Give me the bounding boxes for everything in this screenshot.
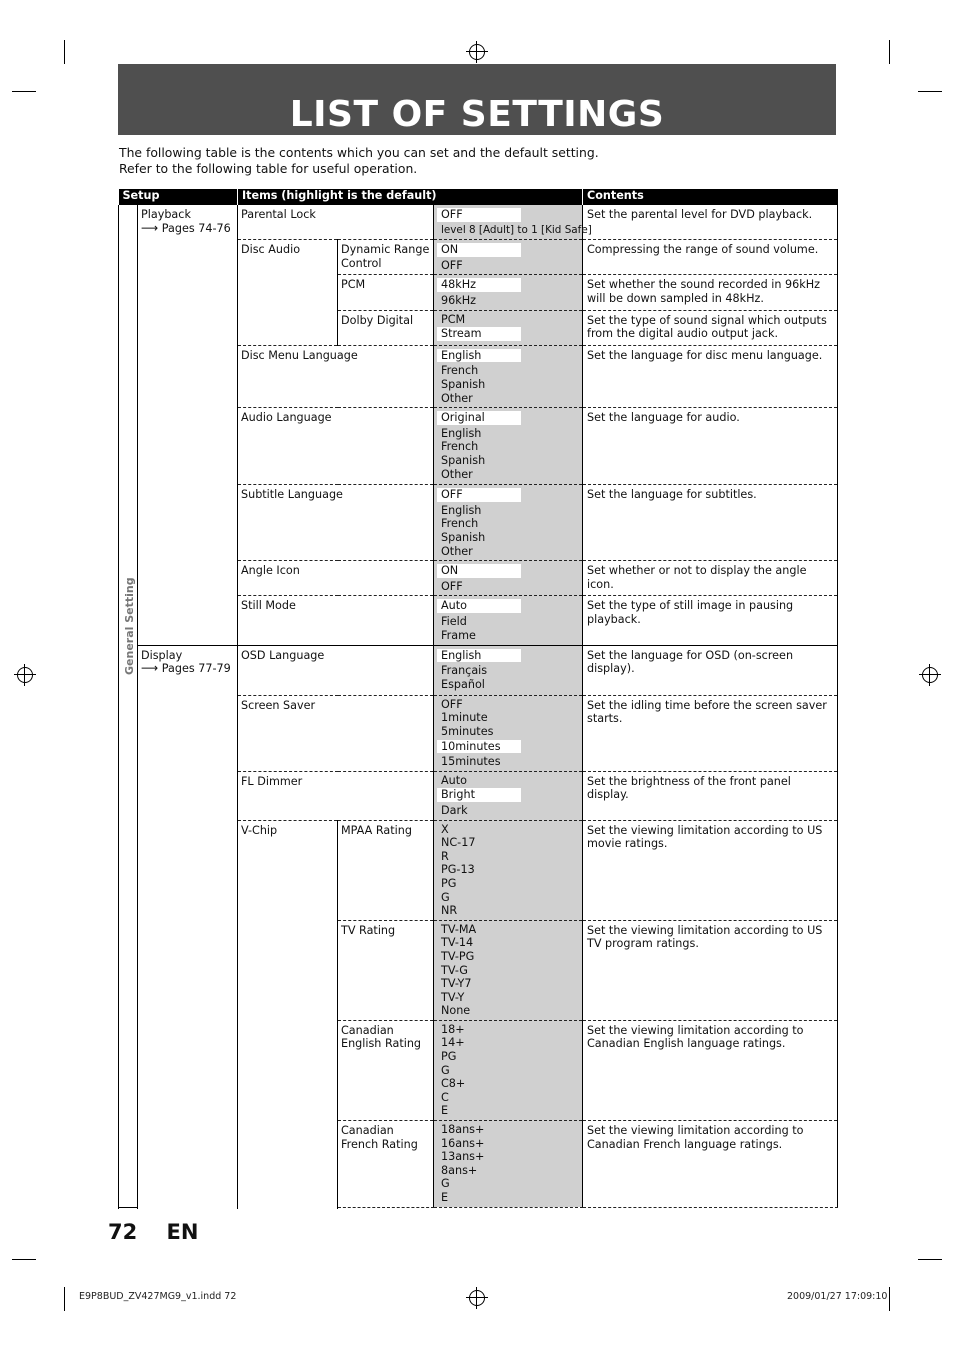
desc-canadian-french: Set the viewing limitation according to Canadian French language ratings.	[583, 1121, 838, 1207]
section-playback	[138, 205, 238, 645]
crop-mark	[889, 40, 890, 64]
default-value: OFF	[437, 208, 521, 222]
desc-still-mode: Set the type of still image in pausing playback.	[583, 596, 838, 645]
value: Other	[441, 467, 473, 481]
crop-mark	[918, 91, 942, 92]
pages-ref: Pages 74-76	[161, 221, 231, 235]
item-audio-language: Audio Language	[238, 408, 434, 485]
sub-canadian-english: Canadian English Rating	[338, 1020, 434, 1120]
pages-ref: Pages 77-79	[161, 662, 231, 676]
value: OFF	[441, 579, 463, 593]
value: E	[441, 1191, 449, 1204]
sub-tv-rating: TV Rating	[338, 920, 434, 1020]
default-value: ON	[437, 564, 521, 578]
crop-mark	[64, 40, 65, 64]
settings-table	[118, 189, 838, 1208]
section-display	[138, 645, 238, 1208]
desc-audio-language: Set the language for audio.	[583, 408, 838, 485]
desc-subtitle-language: Set the language for subtitles.	[583, 485, 838, 561]
value: R	[441, 849, 449, 863]
value: Field	[441, 614, 467, 628]
desc-angle-icon: Set whether or not to display the angle icon.	[583, 561, 838, 596]
value: Dark	[441, 803, 468, 817]
playback-label: Playback	[141, 208, 191, 221]
sub-canadian-french: Canadian French Rating	[338, 1121, 434, 1207]
sub-mpaa: MPAA Rating	[338, 820, 434, 920]
page-title: LIST OF SETTINGS	[289, 94, 665, 135]
values-tv-rating	[434, 920, 583, 1020]
sub-drc: Dynamic Range Control	[338, 240, 434, 275]
value: TV-Y	[441, 990, 465, 1004]
value: None	[441, 1004, 471, 1018]
default-value: Auto	[437, 599, 521, 613]
value: PG	[441, 1050, 457, 1064]
values-drc	[434, 240, 583, 275]
desc-parental-lock: Set the parental level for DVD playback.	[583, 205, 838, 240]
value: French	[441, 364, 479, 378]
arrow-right-icon: ⟶	[141, 220, 159, 235]
desc-drc: Compressing the range of sound volume.	[583, 240, 838, 275]
value: Spanish	[441, 530, 486, 544]
header-contents: Contents	[583, 189, 838, 205]
page-language: EN	[166, 1220, 199, 1244]
display-label: Display	[141, 648, 183, 662]
footer-date: 2009/01/27 17:09:10	[787, 1291, 888, 1302]
value: Español	[441, 678, 485, 691]
value: TV-14	[441, 936, 474, 950]
crop-mark	[12, 1259, 36, 1260]
desc-fl-dimmer: Set the brightness of the front panel display.	[583, 771, 838, 820]
values-disc-menu	[434, 345, 583, 407]
sub-pcm: PCM	[338, 275, 434, 310]
item-screen-saver: Screen Saver	[238, 695, 434, 771]
values-angle-icon	[434, 561, 583, 596]
general-setting-column	[119, 205, 138, 1208]
header-items: Items (highlight is the default)	[238, 189, 583, 205]
value: English	[441, 503, 482, 517]
value: French	[441, 440, 479, 454]
values-subtitle-language	[434, 485, 583, 561]
intro-text-1: The following table is the contents which you can set and the default setting.	[119, 145, 599, 160]
value: 13ans+	[441, 1150, 485, 1164]
title-banner	[118, 64, 836, 135]
footer-file: E9P8BUD_ZV427MG9_v1.indd 72	[79, 1291, 237, 1302]
value: X	[441, 822, 449, 836]
desc-mpaa: Set the viewing limitation according to US movie ratings.	[583, 820, 838, 920]
crop-mark	[918, 1259, 942, 1260]
value: 18+	[441, 1022, 465, 1036]
intro-text-2: Refer to the following table for useful operation.	[119, 161, 418, 176]
value: 16ans+	[441, 1136, 485, 1150]
item-osd-language: OSD Language	[238, 645, 434, 695]
value: NC-17	[441, 836, 476, 850]
value: level 8 [Adult] to 1 [Kid Safe]	[441, 223, 592, 236]
default-value: English	[437, 349, 521, 363]
default-value: OFF	[437, 488, 521, 502]
value: OFF	[441, 697, 463, 711]
page-number	[108, 1220, 198, 1244]
values-canadian-english	[434, 1020, 583, 1120]
display-pages	[141, 662, 234, 676]
value: TV-Y7	[441, 977, 472, 991]
default-value: 10minutes	[437, 740, 521, 754]
value: 14+	[441, 1036, 465, 1050]
default-value: Bright	[437, 788, 521, 802]
item-fl-dimmer: FL Dimmer	[238, 771, 434, 820]
value: 96kHz	[441, 293, 476, 307]
values-mpaa	[434, 820, 583, 920]
values-fl-dimmer	[434, 771, 583, 820]
values-still-mode	[434, 596, 583, 645]
desc-disc-menu: Set the language for disc menu language.	[583, 345, 838, 407]
value: Spanish	[441, 377, 486, 391]
crop-mark	[12, 91, 36, 92]
crop-mark	[64, 1287, 65, 1311]
default-value: English	[437, 649, 521, 663]
registration-mark-icon	[469, 44, 485, 60]
value: G	[441, 1177, 450, 1191]
registration-mark-icon	[17, 667, 33, 683]
value: Other	[441, 544, 473, 558]
values-pcm	[434, 275, 583, 310]
crop-mark	[889, 1287, 890, 1311]
value: G	[441, 1063, 450, 1077]
default-value: 48kHz	[437, 278, 521, 292]
value: 1minute	[441, 711, 488, 725]
desc-dolby: Set the type of sound signal which outputs from the digital audio output jack.	[583, 310, 838, 345]
item-parental-lock: Parental Lock	[238, 205, 434, 240]
values-osd-language	[434, 645, 583, 695]
desc-canadian-english: Set the viewing limitation according to Canadian English language ratings.	[583, 1020, 838, 1120]
value: English	[441, 426, 482, 440]
value: C	[441, 1090, 449, 1104]
values-screen-saver	[434, 695, 583, 771]
value: PCM	[441, 312, 466, 326]
value: OFF	[441, 258, 463, 272]
value: 15minutes	[441, 755, 501, 769]
desc-pcm: Set whether the sound recorded in 96kHz will be down sampled in 48kHz.	[583, 275, 838, 310]
value: 5minutes	[441, 725, 494, 738]
desc-screen-saver: Set the idling time before the screen saver starts.	[583, 695, 838, 771]
default-value: ON	[437, 243, 521, 257]
value: Frame	[441, 628, 476, 642]
values-parental-lock	[434, 205, 592, 240]
registration-mark-icon	[469, 1290, 485, 1306]
item-subtitle-language: Subtitle Language	[238, 485, 434, 561]
item-v-chip: V-Chip	[238, 820, 338, 1208]
value: Spanish	[441, 453, 486, 467]
page-number-value: 72	[108, 1220, 138, 1244]
item-disc-audio: Disc Audio	[238, 240, 338, 346]
value: TV-PG	[441, 949, 475, 963]
value: C8+	[441, 1077, 466, 1091]
value: French	[441, 517, 479, 531]
value: 8ans+	[441, 1163, 478, 1177]
value: TV-MA	[441, 922, 477, 936]
values-dolby	[434, 310, 583, 345]
arrow-right-icon: ⟶	[141, 661, 159, 676]
value: TV-G	[441, 963, 468, 977]
general-setting-label: General Setting	[123, 577, 136, 675]
item-still-mode: Still Mode	[238, 596, 434, 645]
item-disc-menu: Disc Menu Language	[238, 345, 434, 407]
sub-dolby: Dolby Digital	[338, 310, 434, 345]
values-audio-language	[434, 408, 583, 485]
item-angle-icon: Angle Icon	[238, 561, 434, 596]
values-canadian-french	[434, 1121, 583, 1207]
registration-mark-icon	[922, 667, 938, 683]
value: Auto	[441, 773, 467, 787]
desc-tv-rating: Set the viewing limitation according to US TV program ratings.	[583, 920, 838, 1020]
value: NR	[441, 904, 458, 918]
value: Other	[441, 391, 473, 405]
value: Français	[441, 664, 488, 678]
value: PG	[441, 876, 457, 890]
value: PG-13	[441, 863, 475, 877]
value: 18ans+	[441, 1123, 485, 1137]
value: G	[441, 890, 450, 904]
default-value: Stream	[437, 327, 521, 341]
default-value: Original	[437, 411, 521, 425]
desc-osd-language: Set the language for OSD (on-screen display).	[583, 645, 838, 695]
header-setup: Setup	[119, 189, 238, 205]
value: E	[441, 1104, 449, 1118]
playback-pages	[141, 222, 234, 236]
